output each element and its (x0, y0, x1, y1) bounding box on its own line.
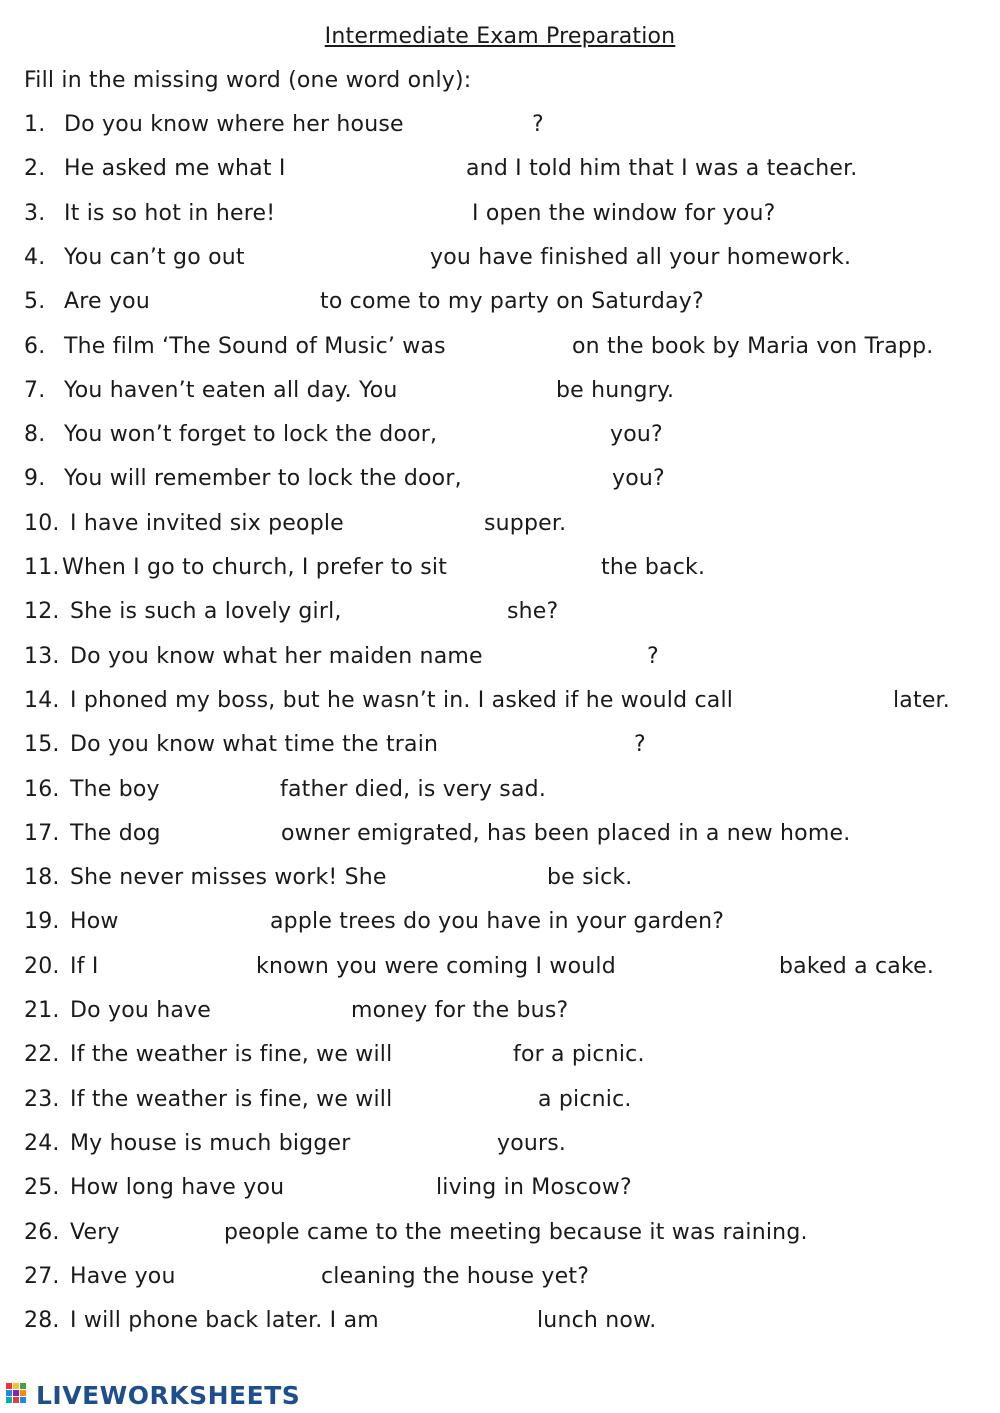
question-text: the back. (601, 555, 706, 580)
question-item (0, 1175, 1000, 1205)
question-text: on the book by Maria von Trapp. (572, 333, 934, 359)
question-text: My house is much bigger (70, 1130, 351, 1156)
question-text: apple trees do you have in your garden? (270, 909, 725, 935)
question-number: 6. (24, 333, 46, 359)
question-item (0, 777, 1000, 807)
question-number: 2. (24, 156, 46, 182)
question-text: You can’t go out (64, 244, 245, 270)
question-text: You haven’t eaten all day. You (64, 377, 398, 403)
question-text: I phoned my boss, but he wasn’t in. I asked if he would call (70, 687, 734, 713)
worksheet-title: Intermediate Exam Preparation (324, 24, 676, 49)
question-text: be hungry. (556, 377, 675, 403)
question-item (0, 112, 1000, 142)
question-item (0, 1042, 1000, 1072)
question-item (0, 732, 1000, 762)
question-item (0, 245, 1000, 275)
question-text: known you were coming I would (256, 953, 616, 979)
question-number: 12. (24, 599, 60, 625)
question-text: supper. (484, 510, 567, 536)
question-text: Do you know where her house (64, 112, 404, 137)
question-number: 25. (24, 1175, 60, 1201)
question-item (0, 555, 1000, 585)
question-text: later. (893, 687, 950, 713)
question-text: cleaning the house yet? (321, 1263, 590, 1289)
question-text: a picnic. (538, 1086, 632, 1112)
question-text: The film ‘The Sound of Music’ was (64, 333, 446, 359)
question-number: 9. (24, 466, 46, 492)
question-number: 3. (24, 200, 46, 226)
question-number: 4. (24, 244, 46, 270)
question-text: How long have you (70, 1175, 285, 1201)
question-text: father died, is very sad. (280, 776, 547, 802)
question-text: It is so hot in here! (64, 200, 276, 226)
question-number: 7. (24, 377, 46, 403)
question-item (0, 688, 1000, 718)
question-text: You won’t forget to lock the door, (64, 422, 438, 448)
question-item (0, 378, 1000, 408)
question-number: 10. (24, 510, 60, 536)
question-item (0, 1264, 1000, 1294)
question-text: I have invited six people (70, 510, 344, 536)
question-text: You will remember to lock the door, (64, 466, 462, 492)
question-text: If the weather is fine, we will (70, 1086, 393, 1112)
question-text: Do you have (70, 998, 211, 1023)
question-item (0, 422, 1000, 452)
question-text: Have you (70, 1263, 176, 1289)
question-item (0, 909, 1000, 939)
question-number: 24. (24, 1130, 60, 1156)
question-text: you have finished all your homework. (430, 244, 852, 270)
question-text: She never misses work! She (70, 865, 387, 891)
question-item (0, 466, 1000, 496)
question-item (0, 334, 1000, 364)
question-text: How (70, 909, 119, 935)
instructions: Fill in the missing word (one word only): (24, 68, 472, 93)
question-item (0, 599, 1000, 629)
question-item (0, 998, 1000, 1028)
question-text: and I told him that I was a teacher. (466, 156, 858, 182)
question-text: I will phone back later. I am (70, 1308, 379, 1334)
question-text: He asked me what I (64, 156, 286, 182)
question-item (0, 954, 1000, 984)
question-item (0, 1131, 1000, 1161)
question-text: I open the window for you? (472, 200, 776, 226)
question-text: lunch now. (537, 1308, 657, 1334)
question-number: 14. (24, 687, 60, 713)
question-item (0, 821, 1000, 851)
question-text: If I (70, 953, 99, 979)
logo-text: LIVEWORKSHEETS (36, 1380, 301, 1410)
question-text: money for the bus? (351, 998, 569, 1023)
question-item (0, 1308, 1000, 1338)
question-item (0, 289, 1000, 319)
question-text: you? (612, 466, 665, 492)
question-text: yours. (497, 1130, 567, 1156)
question-item (0, 1220, 1000, 1250)
question-text: She is such a lovely girl, (70, 599, 342, 625)
question-text: she? (507, 599, 559, 625)
question-item (0, 156, 1000, 186)
question-text: When I go to church, I prefer to sit (62, 555, 448, 580)
question-number: 17. (24, 820, 60, 846)
question-text: living in Moscow? (436, 1175, 632, 1201)
question-number: 21. (24, 998, 60, 1023)
question-text: Are you (64, 289, 150, 315)
question-text: for a picnic. (513, 1042, 645, 1068)
question-number: 20. (24, 953, 60, 979)
question-item (0, 644, 1000, 674)
question-number: 19. (24, 909, 60, 935)
question-text: ? (647, 643, 659, 669)
question-text: you? (610, 422, 663, 448)
question-number: 13. (24, 643, 60, 669)
question-number: 1. (24, 112, 46, 137)
question-number: 11. (24, 555, 60, 580)
liveworksheets-logo[interactable] (6, 1380, 300, 1410)
question-text: Very (70, 1219, 120, 1245)
question-number: 22. (24, 1042, 60, 1068)
question-text: ? (634, 732, 646, 758)
question-number: 28. (24, 1308, 60, 1334)
question-number: 15. (24, 732, 60, 758)
question-number: 18. (24, 865, 60, 891)
question-number: 23. (24, 1086, 60, 1112)
question-number: 27. (24, 1263, 60, 1289)
question-item (0, 511, 1000, 541)
question-number: 5. (24, 289, 46, 315)
question-text: If the weather is fine, we will (70, 1042, 393, 1068)
question-number: 8. (24, 422, 46, 448)
question-text: be sick. (547, 865, 633, 891)
question-text: Do you know what her maiden name (70, 643, 483, 669)
question-item (0, 1087, 1000, 1117)
question-text: owner emigrated, has been placed in a new home. (281, 820, 851, 846)
question-number: 26. (24, 1219, 60, 1245)
question-item (0, 865, 1000, 895)
question-text: baked a cake. (779, 953, 935, 979)
question-text: to come to my party on Saturday? (320, 289, 704, 315)
question-text: The boy (70, 776, 160, 802)
logo-mark-icon (6, 1381, 34, 1409)
question-text: The dog (70, 820, 161, 846)
question-text: ? (532, 112, 544, 137)
question-item (0, 201, 1000, 231)
question-number: 16. (24, 776, 60, 802)
question-text: Do you know what time the train (70, 732, 439, 758)
question-text: people came to the meeting because it was raining. (224, 1219, 808, 1245)
